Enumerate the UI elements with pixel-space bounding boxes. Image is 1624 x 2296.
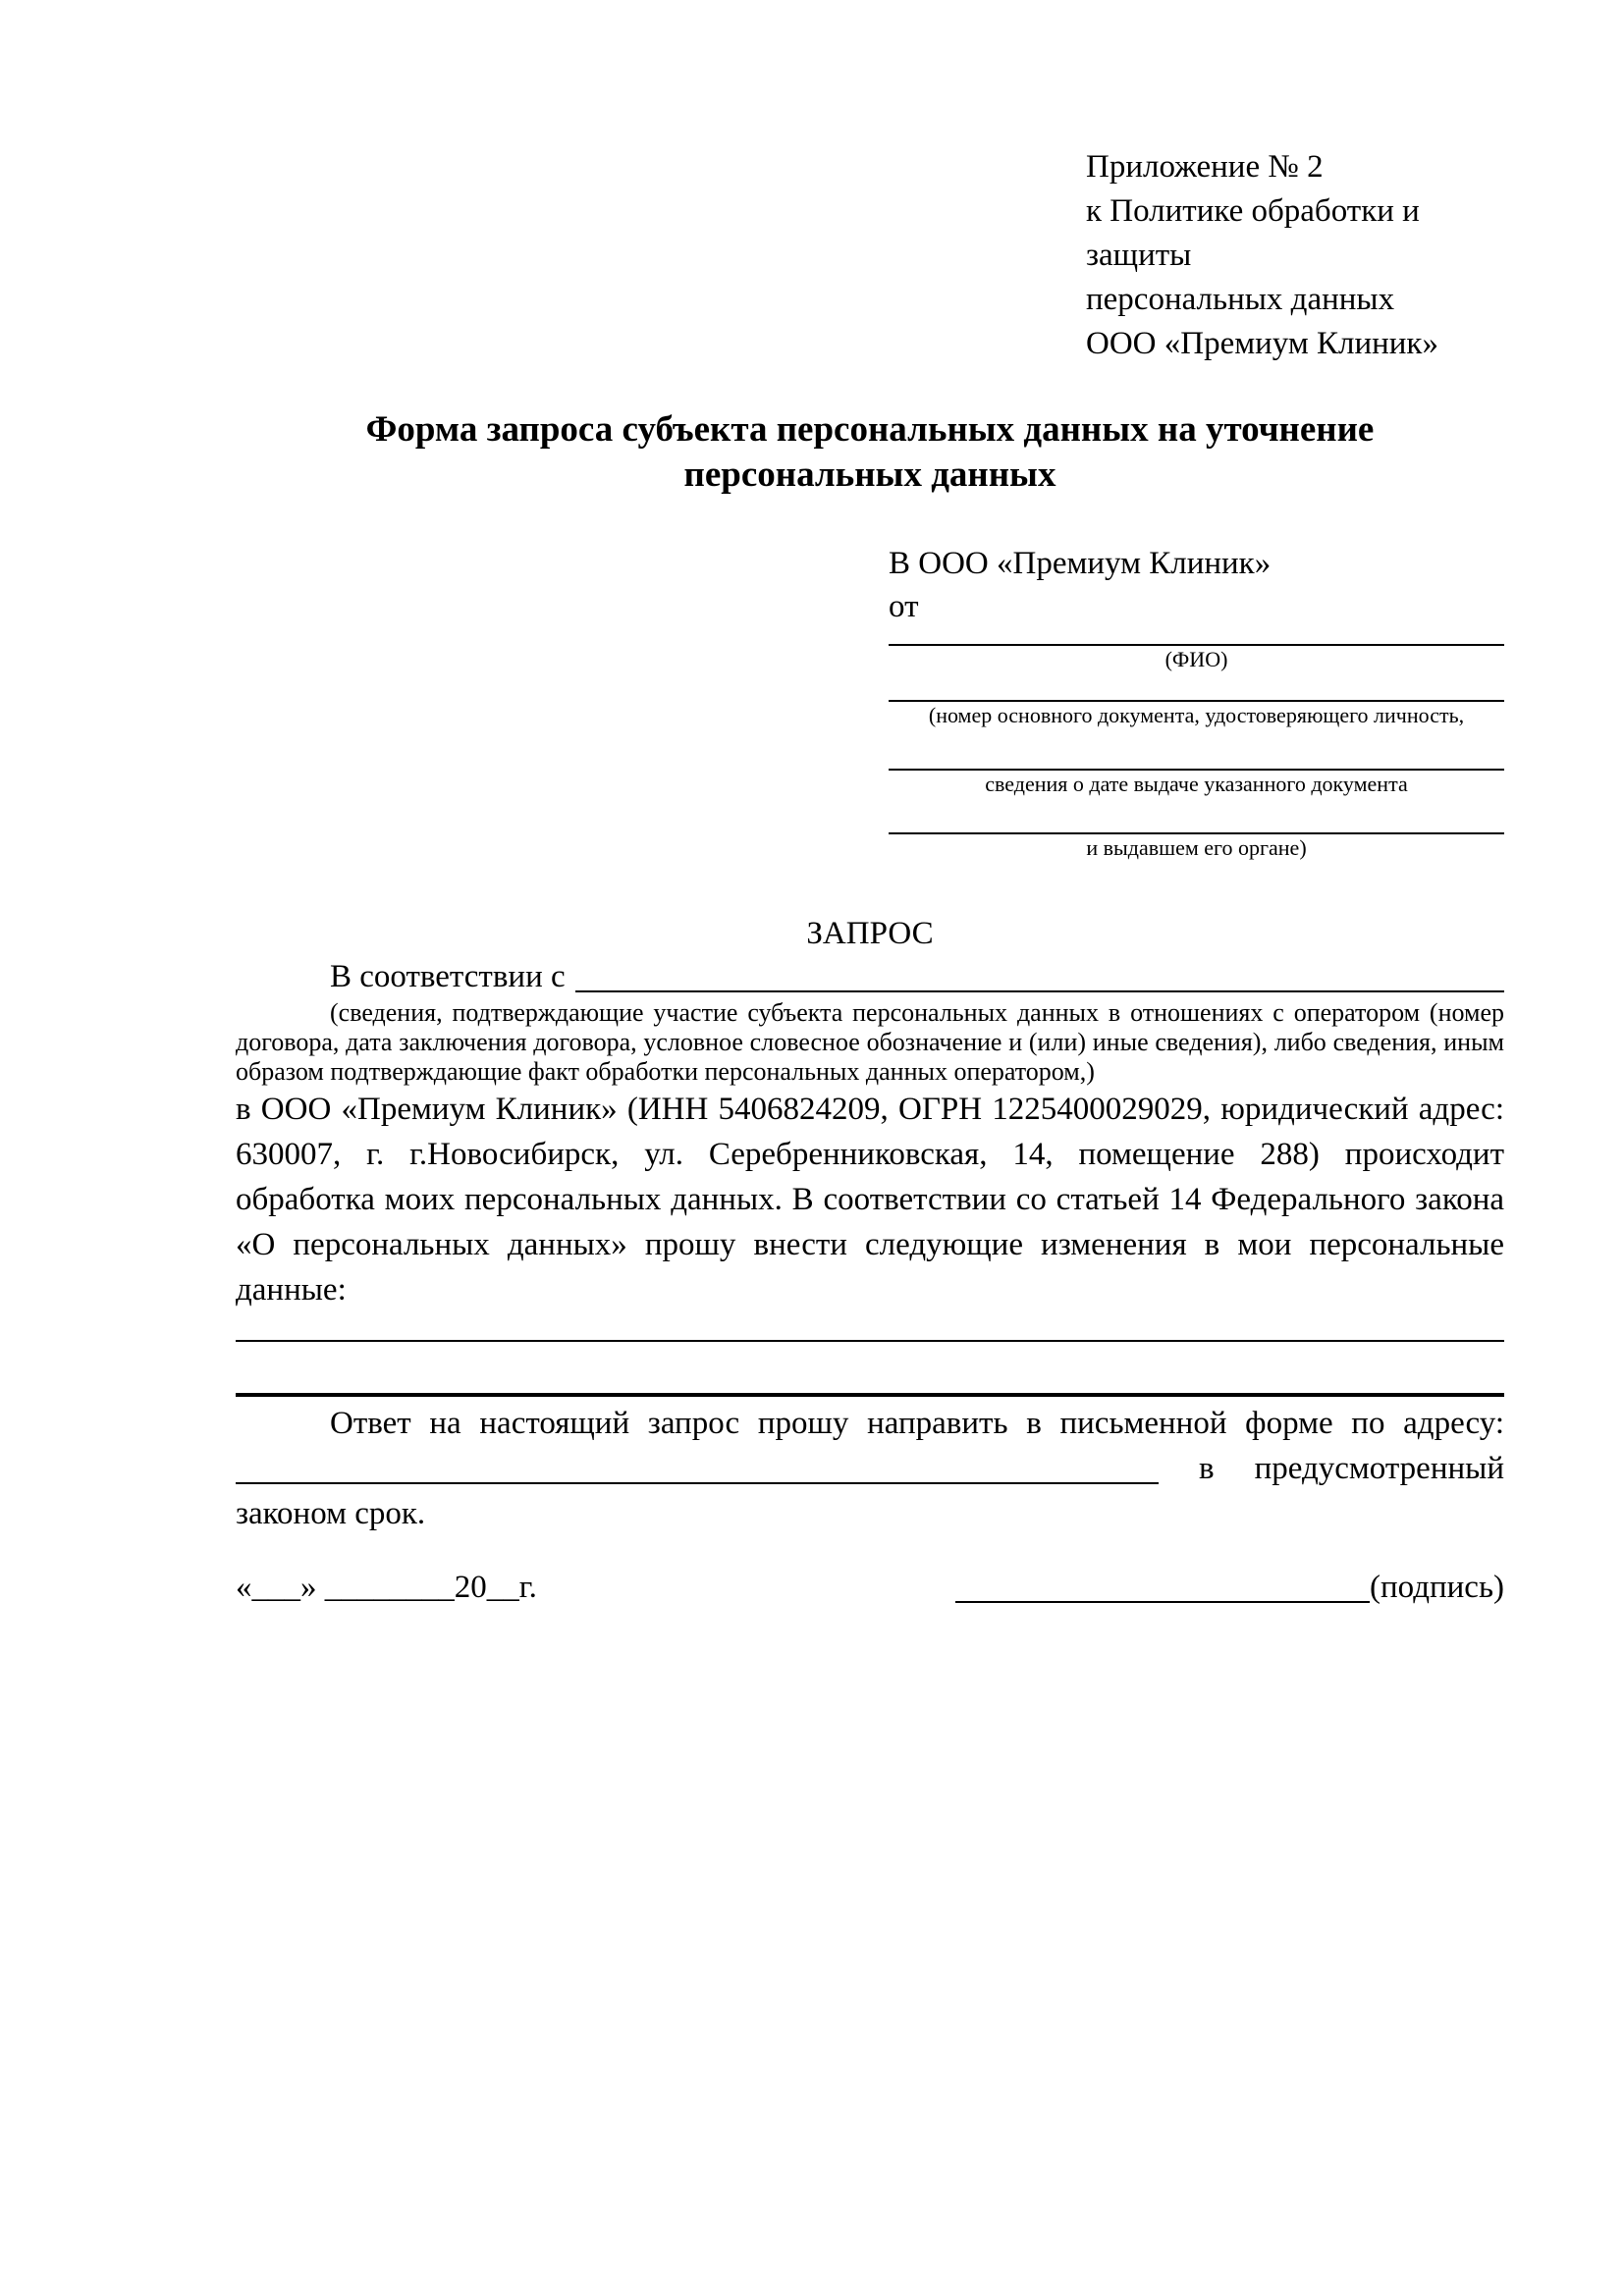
signature-fill-line [955, 1601, 1370, 1603]
reply-word-v: в [1199, 1451, 1215, 1486]
request-body-paragraph: в ООО «Премиум Клиник» (ИНН 5406824209, ОГРН 1225400029029, юридический адрес: 630007, г. г.Новосибирск, ул. Серебренниковская, 14, помещение 288) происходит обработка моих персональных данных. В соответствии со статьей 14 Федерального закона «О персональных данных» прошу внести следующие изменения в мои персональные данные: [236, 1092, 1504, 1308]
issue-date-fill-line [889, 728, 1504, 771]
reply-word-predusmotrennyi: предусмотренный [1254, 1451, 1504, 1486]
changes-fill-line-1 [236, 1312, 1504, 1342]
accordance-fill-line [575, 990, 1504, 992]
date-field: «___» ________20__г. [236, 1570, 537, 1605]
form-title-line: Форма запроса субъекта персональных данных на уточнение [365, 409, 1375, 450]
date-signature-row [236, 1566, 1504, 1609]
document-number-caption: (номер основного документа, удостоверяющего личность, [928, 703, 1465, 727]
appendix-header-line: к Политике обработки и защиты [1086, 193, 1420, 273]
appendix-header [1086, 145, 1504, 366]
accordance-row [236, 955, 1504, 998]
signature-caption: (подпись) [1370, 1570, 1504, 1605]
addressee-block [889, 542, 1504, 861]
issuing-authority-caption: и выдавшем его органе) [1086, 835, 1307, 860]
reply-end-text: законом срок. [236, 1496, 426, 1531]
issuing-authority-fill-line [889, 797, 1504, 834]
appendix-header-line: Приложение № 2 [1086, 149, 1324, 185]
document-number-fill-line [889, 672, 1504, 702]
reply-address-row [236, 1446, 1504, 1491]
addressee-from: от [889, 589, 919, 624]
request-heading: ЗАПРОС [806, 916, 934, 951]
address-fill-line [236, 1482, 1159, 1484]
reply-intro-paragraph: Ответ на настоящий запрос прошу направить в письменной форме по адресу: [330, 1406, 1504, 1441]
accordance-prefix: В соответствии с [330, 959, 566, 994]
changes-fill-line-2 [236, 1342, 1504, 1397]
fio-caption: (ФИО) [1164, 647, 1228, 671]
appendix-header-line: ООО «Премиум Клиник» [1086, 326, 1438, 361]
footnote-text: (сведения, подтверждающие участие субъекта персональных данных в отношениях с оператором (номер договора, дата заключения договора, условное словесное обозначение и (или) иные сведения), либо сведения, иным образом подтверждающие факт обработки персональных данных оператором,) [236, 998, 1504, 1086]
signature-group [955, 1566, 1504, 1609]
appendix-header-line: персональных данных [1086, 282, 1395, 317]
form-title [236, 407, 1504, 498]
issue-date-caption: сведения о дате выдаче указанного документа [985, 772, 1408, 796]
form-title-line: персональных данных [683, 454, 1056, 495]
fio-fill-line [889, 628, 1504, 646]
addressee-to: В ООО «Премиум Клиник» [889, 546, 1272, 581]
